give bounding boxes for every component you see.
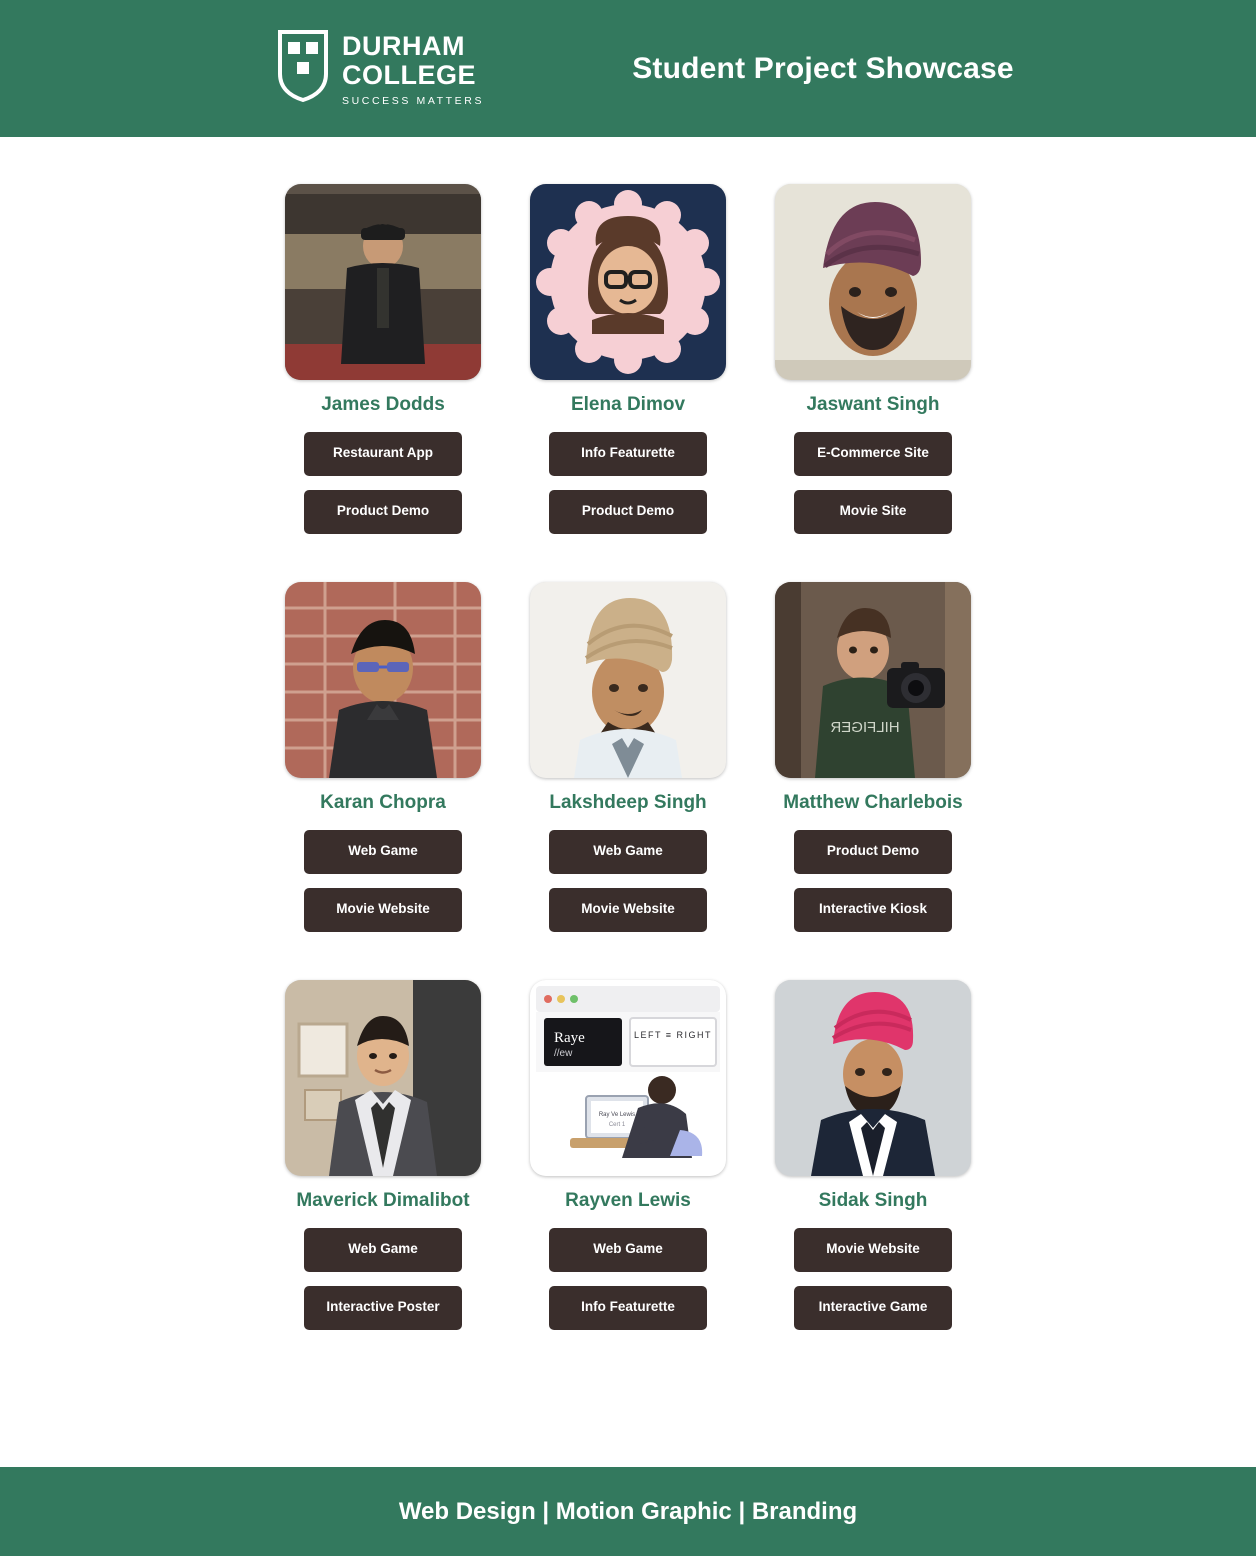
logo-tagline: SUCCESS MATTERS: [342, 95, 485, 107]
page-title: Student Project Showcase: [632, 51, 1014, 85]
project-button[interactable]: Product Demo: [304, 490, 462, 534]
svg-text:HILFIGER: HILFIGER: [830, 718, 900, 736]
avatar: [775, 582, 971, 778]
project-button[interactable]: Restaurant App: [304, 432, 462, 476]
student-card: [751, 980, 996, 1330]
page-header: [0, 0, 1256, 137]
svg-text:LEFT ≡ RIGHT: LEFT ≡ RIGHT: [633, 1029, 713, 1040]
project-button[interactable]: Product Demo: [549, 490, 707, 534]
student-grid: [261, 184, 996, 1330]
project-button[interactable]: Web Game: [304, 1228, 462, 1272]
student-card: [751, 184, 996, 534]
student-card: [751, 582, 996, 932]
student-name: Maverick Dimalibot: [296, 1189, 470, 1211]
project-button[interactable]: Interactive Kiosk: [794, 888, 952, 932]
svg-text:Cert 1: Cert 1: [608, 1121, 626, 1128]
project-button[interactable]: Info Featurette: [549, 432, 707, 476]
page-footer: [0, 1467, 1256, 1556]
avatar: [775, 980, 971, 1176]
student-name: Matthew Charlebois: [783, 791, 963, 813]
showcase-section: [0, 137, 1256, 1330]
avatar: [530, 980, 726, 1176]
student-card: [261, 980, 506, 1330]
avatar: [285, 980, 481, 1176]
project-button[interactable]: E-Commerce Site: [794, 432, 952, 476]
student-name: James Dodds: [321, 394, 445, 415]
student-name: Karan Chopra: [320, 791, 446, 813]
logo-line-college: COLLEGE: [342, 60, 477, 90]
student-card: [506, 980, 751, 1330]
project-button[interactable]: Product Demo: [794, 830, 952, 874]
svg-text:Ray Ve Lewis: Ray Ve Lewis: [598, 1111, 636, 1118]
avatar: [530, 184, 726, 380]
student-card: [506, 184, 751, 534]
project-button[interactable]: Web Game: [304, 830, 462, 874]
student-name: Elena Dimov: [570, 394, 686, 415]
student-name: Lakshdeep Singh: [549, 791, 707, 813]
svg-text://ew: //ew: [554, 1047, 573, 1059]
project-button[interactable]: Movie Website: [304, 888, 462, 932]
avatar: [530, 582, 726, 778]
project-button[interactable]: Movie Website: [549, 888, 707, 932]
project-button[interactable]: Web Game: [549, 1228, 707, 1272]
student-name: Sidak Singh: [818, 1189, 928, 1211]
avatar: [285, 582, 481, 778]
project-button[interactable]: Movie Site: [794, 490, 952, 534]
project-button[interactable]: Interactive Game: [794, 1286, 952, 1330]
footer-disciplines: Web Design | Motion Graphic | Branding: [398, 1497, 858, 1525]
student-card: [506, 582, 751, 932]
logo-line-durham: DURHAM: [342, 31, 465, 61]
student-card: [261, 582, 506, 932]
avatar: [775, 184, 971, 380]
svg-text:Raye: Raye: [554, 1029, 585, 1046]
project-button[interactable]: Info Featurette: [549, 1286, 707, 1330]
student-name: Jaswant Singh: [806, 394, 940, 415]
student-name: Rayven Lewis: [565, 1189, 691, 1211]
avatar: [285, 184, 481, 380]
project-button[interactable]: Web Game: [549, 830, 707, 874]
project-button[interactable]: Movie Website: [794, 1228, 952, 1272]
student-card: [261, 184, 506, 534]
project-button[interactable]: Interactive Poster: [304, 1286, 462, 1330]
